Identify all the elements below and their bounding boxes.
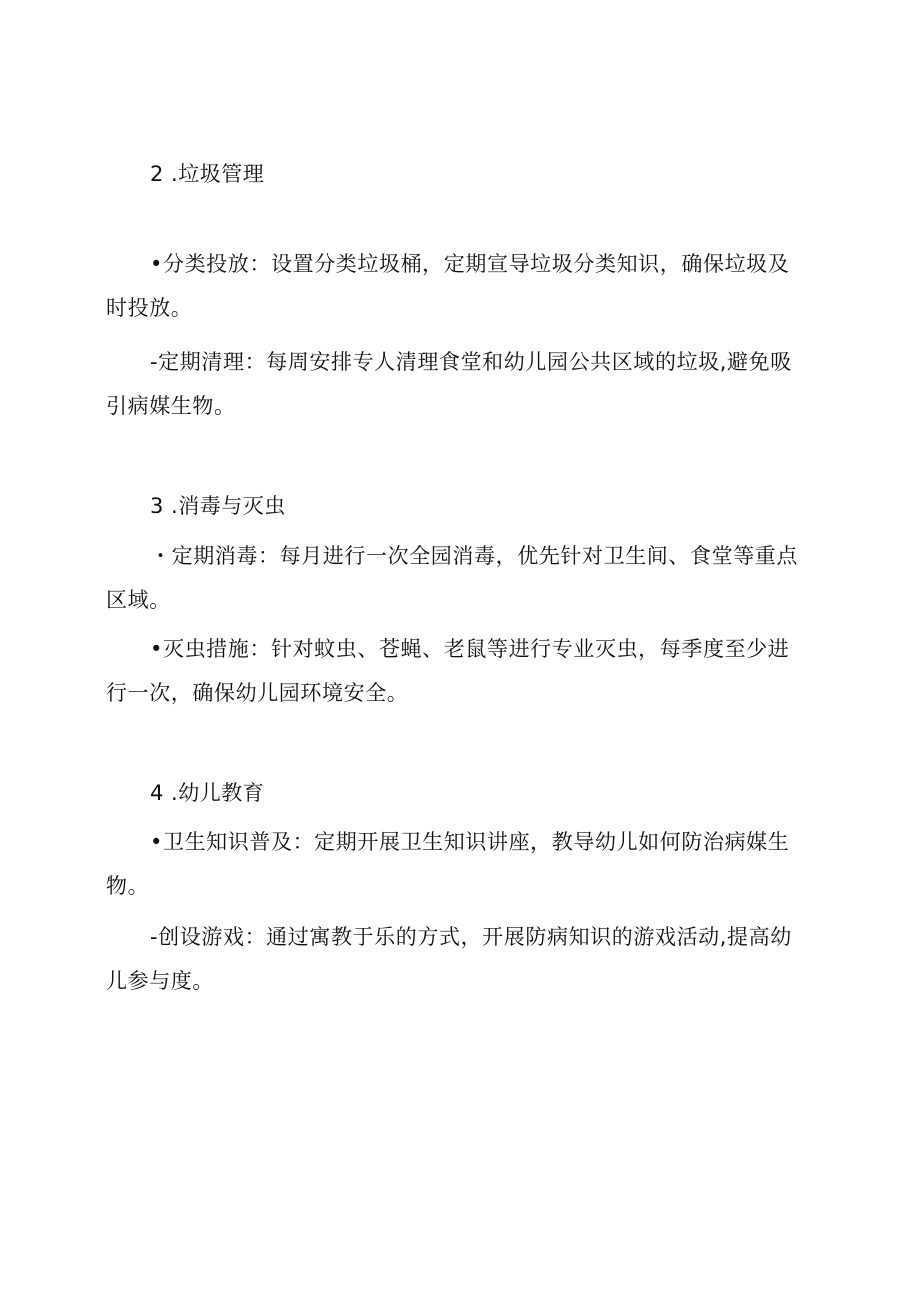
paragraph-regular-disinfection: ・定期消毒：每月进行一次全园消毒，优先针对卫生间、食堂等重点区域。 bbox=[106, 544, 798, 612]
paragraph-pest-control: •灭虫措施：针对蚊虫、苍蝇、老鼠等进行专业灭虫，每季度至少进行一次，确保幼儿园环境安全。 bbox=[106, 637, 790, 705]
section-heading-disinfection: 3 .消毒与灭虫 bbox=[150, 494, 286, 518]
section-heading-garbage-management: 2 .垃圾管理 bbox=[150, 162, 265, 186]
paragraph-games: -创设游戏：通过寓教于乐的方式，开展防病知识的游戏活动,提高幼儿参与度。 bbox=[106, 925, 792, 993]
paragraph-hygiene-knowledge: •卫生知识普及：定期开展卫生知识讲座，教导幼儿如何防治病媒生物。 bbox=[106, 830, 790, 898]
paragraph-regular-cleaning: -定期清理：每周安排专人清理食堂和幼儿园公共区域的垃圾,避免吸引病媒生物。 bbox=[106, 350, 792, 418]
section-heading-child-education: 4 .幼儿教育 bbox=[150, 781, 265, 805]
paragraph-sorted-disposal: •分类投放：设置分类垃圾桶，定期宣导垃圾分类知识，确保垃圾及时投放。 bbox=[106, 252, 790, 320]
